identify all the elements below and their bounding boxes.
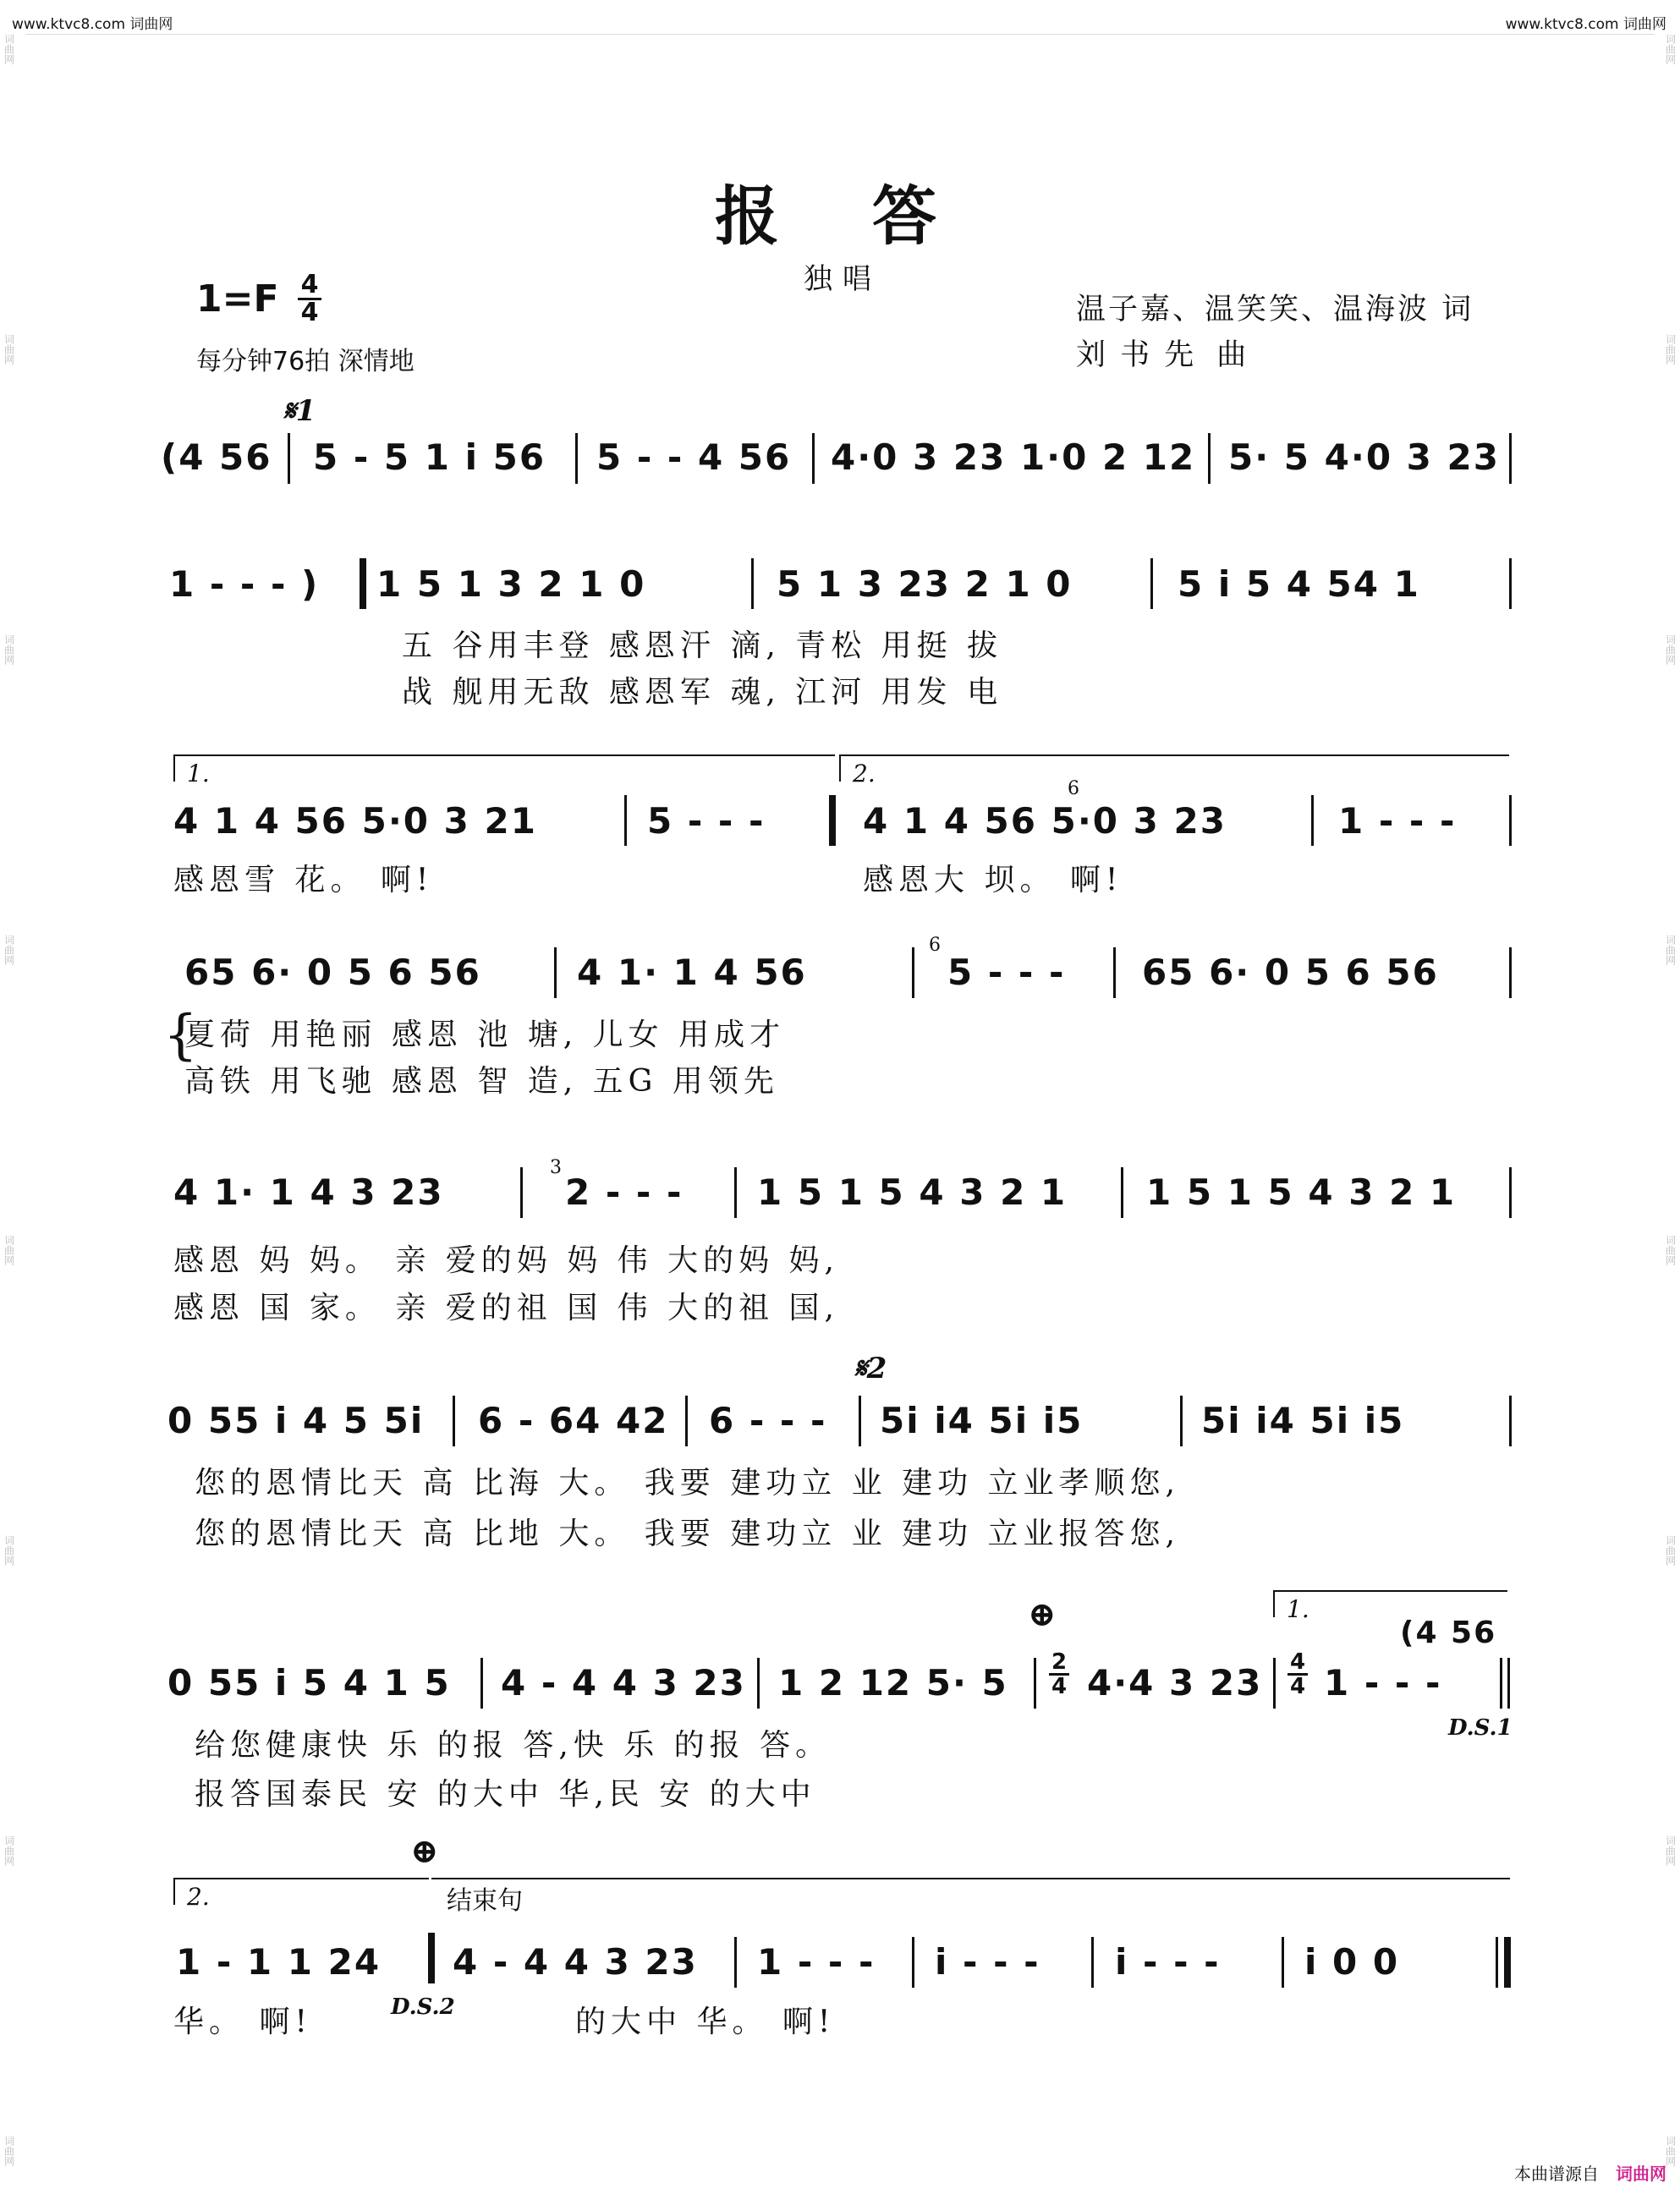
time-change-2-4: 2 4 <box>1049 1651 1069 1698</box>
barline <box>859 1396 861 1446</box>
header-url-left[interactable]: www.ktvc8.com 词曲网 <box>12 16 173 33</box>
barline <box>1496 1937 1498 1988</box>
barline <box>1091 1937 1094 1988</box>
measure-r4-1: 65 6· 0 5 6 56 <box>184 952 481 993</box>
measure-r3-3: 4 1 4 56 5·0 3 23 <box>863 800 1227 842</box>
barline <box>812 433 815 484</box>
barline <box>912 947 914 998</box>
barline <box>1121 1167 1123 1218</box>
song-subtitle: 独唱 <box>804 262 881 296</box>
measure-r7-1: 0 55 i 5 4 1 5 <box>167 1662 451 1703</box>
measure-r1-1: (4 56 <box>161 436 272 478</box>
footer-brand[interactable]: 词曲网 <box>1616 2164 1666 2184</box>
measure-r6-5: 5i i4 5i i5 <box>1201 1400 1405 1441</box>
lyrics-r5-verse2: 感恩 国 家。 亲 爱的祖 国 伟 大的祖 国, <box>173 1291 839 1325</box>
volta-1: 1. <box>173 754 835 782</box>
ds-2: D.S.2 <box>391 1994 455 2020</box>
measure-r3-1: 4 1 4 56 5·0 3 21 <box>173 800 537 842</box>
lyrics-r5-verse1: 感恩 妈 妈。 亲 爱的妈 妈 伟 大的妈 妈, <box>173 1243 839 1278</box>
measure-r6-4: 5i i4 5i i5 <box>880 1400 1084 1441</box>
lyrics-r7-verse2: 报答国泰民 安 的大中 华,民 安 的大中 <box>195 1777 816 1812</box>
measure-r4-2: 4 1· 1 4 56 <box>577 952 807 993</box>
header-url-right[interactable]: www.ktvc8.com 词曲网 <box>1505 16 1666 33</box>
verse-brace: { <box>163 1004 198 1067</box>
barline <box>1509 1396 1512 1446</box>
song-title: 报答 <box>715 178 1029 254</box>
measure-r8-1: 1 - 1 1 24 <box>176 1941 382 1983</box>
measure-r8-3: 1 - - - <box>757 1941 876 1983</box>
measure-r3-4: 1 - - - <box>1338 800 1457 842</box>
barline <box>480 1658 483 1709</box>
barline <box>1180 1396 1183 1446</box>
measure-r3-2: 5 - - - <box>647 800 766 842</box>
measure-r8-5: i - - - <box>1115 1941 1221 1983</box>
lyrics-r8-b: 的大中 华。 啊! <box>575 2005 836 2039</box>
measure-r1-3: 5 - - 4 56 <box>596 436 792 478</box>
measure-r4-3: 5 - - - <box>947 952 1066 993</box>
tempo-marking: 每分钟76拍 深情地 <box>196 347 415 376</box>
lyrics-r2-verse2: 战 舰用无敌 感恩军 魂, 江河 用发 电 <box>402 675 1003 710</box>
measure-r7-4: 4·4 3 23 <box>1087 1662 1263 1703</box>
side-watermark-right: 词曲网 词曲网 词曲网 词曲网 词曲网 词曲网 词曲网 词曲网 <box>1664 34 1677 2166</box>
volta-1-second: 1. <box>1273 1590 1507 1617</box>
barline <box>1500 1658 1502 1709</box>
barline <box>1273 1658 1276 1709</box>
barline <box>575 433 578 484</box>
measure-r2-4: 5 i 5 4 54 1 <box>1178 563 1420 605</box>
lyrics-r8-a: 华。 啊! <box>173 2005 312 2039</box>
time-change-4-4: 4 4 <box>1287 1651 1308 1698</box>
lyricist: 温子嘉、温笑笑、温海波 词 <box>1076 293 1474 326</box>
side-watermark-left: 词曲网 词曲网 词曲网 词曲网 词曲网 词曲网 词曲网 词曲网 <box>3 34 15 2166</box>
repeat-start <box>360 558 366 609</box>
measure-r4-4: 65 6· 0 5 6 56 <box>1142 952 1439 993</box>
lyrics-r2-verse1: 五 谷用丰登 感恩汗 滴, 青松 用挺 拔 <box>402 628 1003 663</box>
barline <box>1509 433 1512 484</box>
barline <box>554 947 557 998</box>
measure-r1-5: 5· 5 4·0 3 23 <box>1228 436 1500 478</box>
barline <box>757 1658 760 1709</box>
volta-2-final: 2. <box>173 1878 429 1905</box>
composer: 刘 书 先 曲 <box>1076 338 1249 372</box>
barline <box>1507 1658 1510 1709</box>
measure-r8-2: 4 - 4 4 3 23 <box>453 1941 698 1983</box>
footer <box>1514 2160 1666 2185</box>
barline <box>1311 795 1314 846</box>
barline <box>685 1396 688 1446</box>
barline <box>1509 558 1512 609</box>
measure-r5-3: 1 5 1 5 4 3 2 1 <box>757 1171 1068 1213</box>
barline <box>1208 433 1211 484</box>
barline <box>453 1396 455 1446</box>
grace-note: 3 <box>550 1157 562 1178</box>
barline <box>734 1937 737 1988</box>
lyrics-r6-verse1: 您的恩情比天 高 比海 大。 我要 建功立 业 建功 立业孝顺您, <box>195 1466 1180 1500</box>
segno-1: 𝄋1 <box>283 394 316 428</box>
measure-r2-2: 1 5 1 3 2 1 0 <box>376 563 646 605</box>
barline <box>1150 558 1153 609</box>
ending-label: 结束句 <box>447 1886 523 1916</box>
barline <box>1509 947 1512 998</box>
pickup-notes: (4 56 <box>1400 1616 1497 1650</box>
coda-barline <box>428 1933 435 1983</box>
lyrics-r3-ending2: 感恩大 坝。 啊! <box>863 863 1123 897</box>
lyrics-r7-verse1: 给您健康快 乐 的报 答,快 乐 的报 答。 <box>195 1728 832 1763</box>
key-signature: 1=F <box>196 277 279 321</box>
measure-r8-6: i 0 0 <box>1304 1941 1400 1983</box>
final-barline <box>1504 1937 1511 1988</box>
barline <box>1282 1937 1284 1988</box>
barline <box>912 1937 914 1988</box>
lyrics-r4-verse2: 高铁 用飞驰 感恩 智 造, 五G 用领先 <box>184 1064 779 1099</box>
measure-r2-3: 5 1 3 23 2 1 0 <box>777 563 1073 605</box>
measure-r1-2: 5 - 5 1 i 56 <box>313 436 546 478</box>
barline <box>1509 795 1512 846</box>
barline <box>288 433 290 484</box>
barline <box>624 795 627 846</box>
footer-source: 本曲谱源自 <box>1514 2164 1599 2184</box>
lyrics-r3-ending1: 感恩雪 花。 啊! <box>173 863 434 897</box>
segno-2: 𝄋2 <box>854 1352 887 1385</box>
ds-1: D.S.1 <box>1448 1715 1513 1741</box>
measure-r6-3: 6 - - - <box>709 1400 827 1441</box>
header-rule <box>25 34 1655 35</box>
repeat-end <box>829 795 836 846</box>
grace-note: 6 <box>929 935 941 956</box>
coda-sign: ⊕ <box>1028 1594 1057 1634</box>
measure-r6-1: 0 55 i 4 5 5i <box>167 1400 425 1441</box>
barline <box>1509 1167 1512 1218</box>
lyrics-r4-verse1: 夏荷 用艳丽 感恩 池 塘, 儿女 用成才 <box>184 1018 786 1052</box>
measure-r5-2: 2 - - - <box>565 1171 684 1213</box>
measure-r7-3: 1 2 12 5· 5 <box>778 1662 1008 1703</box>
barline <box>751 558 754 609</box>
ending-bracket <box>431 1878 1510 1879</box>
volta-2: 2. <box>839 754 1509 782</box>
measure-r1-4: 4·0 3 23 1·0 2 12 <box>831 436 1196 478</box>
measure-r7-2: 4 - 4 4 3 23 <box>501 1662 746 1703</box>
barline <box>1113 947 1116 998</box>
time-signature: 4 4 <box>298 272 321 326</box>
measure-r8-4: i - - - <box>935 1941 1040 1983</box>
measure-r5-4: 1 5 1 5 4 3 2 1 <box>1146 1171 1457 1213</box>
lyrics-r6-verse2: 您的恩情比天 高 比地 大。 我要 建功立 业 建功 立业报答您, <box>195 1517 1180 1551</box>
measure-r5-1: 4 1· 1 4 3 23 <box>173 1171 444 1213</box>
measure-r2-1: 1 - - - ) <box>169 563 320 605</box>
barline <box>520 1167 523 1218</box>
barline <box>734 1167 737 1218</box>
measure-r6-2: 6 - 64 42 <box>478 1400 669 1441</box>
grace-note: 6 <box>1068 778 1079 799</box>
barline <box>1034 1658 1036 1709</box>
measure-r7-5: 1 - - - <box>1324 1662 1442 1703</box>
coda-sign-2: ⊕ <box>410 1831 439 1871</box>
